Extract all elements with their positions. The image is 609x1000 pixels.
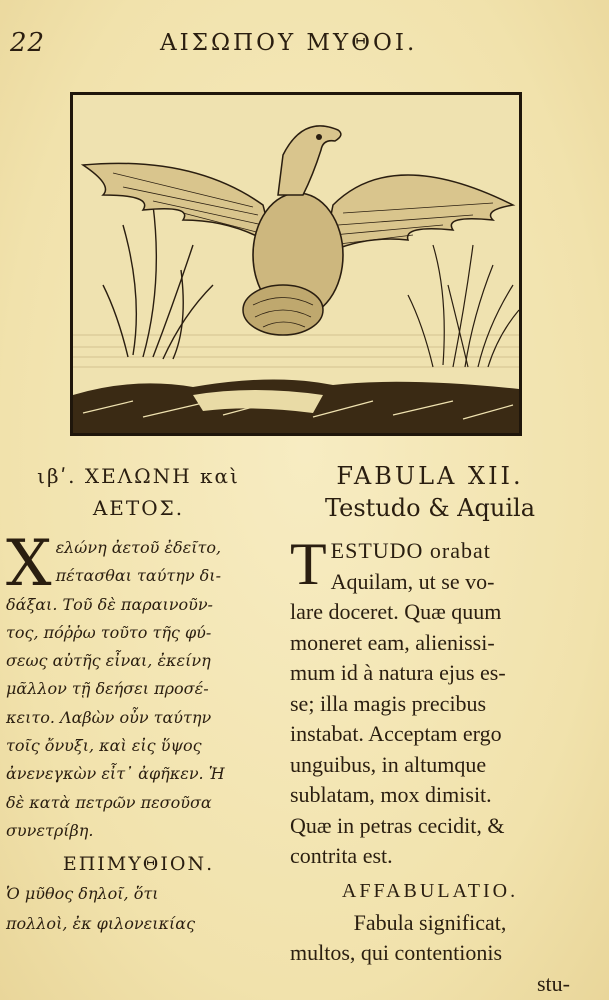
greek-fable-title [6, 460, 271, 524]
epimythion-line: πολλοὶ, ἐκ φιλονεικίας [6, 914, 196, 934]
latin-line: contrita est. [290, 843, 393, 868]
latin-line: mum id à natura ejus es- [290, 660, 506, 685]
page-number: 22 [10, 28, 46, 58]
eagle-woodcut-icon [73, 95, 519, 433]
running-head [0, 28, 609, 68]
latin-dropcap: T [290, 531, 327, 597]
epimythion-line: Ὁ μῦθος δηλοῖ, ὅτι [6, 884, 159, 904]
fabula-title: FABULA XII. [336, 462, 524, 490]
greek-dropcap: Χ [6, 527, 52, 601]
fabula-subtitle: Testudo & Aquila [324, 494, 535, 522]
greek-line: μᾶλλον τῇ δεήσει προσέ- [6, 679, 209, 699]
greek-line: συνετρίβη. [6, 820, 94, 840]
latin-line: Aquilam, ut se vo- [330, 568, 495, 594]
greek-line: ἀνενεγκὼν εἶτ᾽ ἀφῆκεν. Ἡ [6, 764, 225, 784]
greek-title-line1: ιβʹ. ΧΕΛΩΝΗ καὶ [37, 464, 240, 488]
latin-fable-text [290, 531, 570, 872]
greek-line: τοῖς ὄνυξι, καὶ εἰς ὕψος [6, 736, 202, 756]
greek-line: τος, πόῤῥω τοῦτο τῆς φύ- [6, 622, 212, 642]
latin-column [290, 460, 570, 999]
epimythion-heading: ΕΠΙΜΥΘΙΟΝ. [62, 853, 215, 876]
greek-line: κειτο. Λαβὼν οὖν ταύτην [6, 707, 212, 727]
epimythion-text [6, 879, 271, 939]
latin-line: unguibus, in altumque [290, 751, 487, 777]
greek-line: δάξαι. Τοῦ δὲ παραινοῦν- [6, 594, 213, 614]
book-title: ΑΙΣΩΠΟΥ ΜΥΘΟΙ. [160, 30, 418, 56]
latin-line: ESTUDO orabat [330, 538, 491, 563]
catchword: stu- [537, 970, 570, 996]
latin-line: sublatam, mox dimisit. [290, 782, 492, 807]
greek-line: σεως αὐτῆς εἶναι, ἐκείνη [6, 651, 211, 671]
affabulatio-text [290, 908, 570, 1000]
latin-line: instabat. Acceptam ergo [290, 721, 502, 746]
latin-line: Quæ in petras cecidit, & [290, 812, 505, 838]
affabulatio-line: Fabula significat, [353, 909, 507, 935]
greek-line: ελώνη ἀετοῦ ἐδεῖτο, [55, 538, 222, 557]
greek-title-line2: ΑΕΤΟΣ. [92, 496, 185, 520]
affabulatio-heading: AFFABULATIO. [341, 879, 519, 902]
greek-line: πέτασθαι ταύτην δι- [55, 566, 221, 586]
latin-line: lare doceret. Quæ quum [290, 599, 502, 624]
greek-column [6, 460, 271, 939]
latin-line: se; illa magis precibus [290, 690, 487, 716]
eagle-woodcut-illustration [70, 92, 522, 436]
greek-line: δὲ κατὰ πετρῶν πεσοῦσα [6, 792, 212, 812]
greek-fable-text [6, 527, 271, 845]
latin-line: moneret eam, alienissi- [290, 629, 495, 655]
affabulatio-line: multos, qui contentionis [290, 940, 503, 965]
